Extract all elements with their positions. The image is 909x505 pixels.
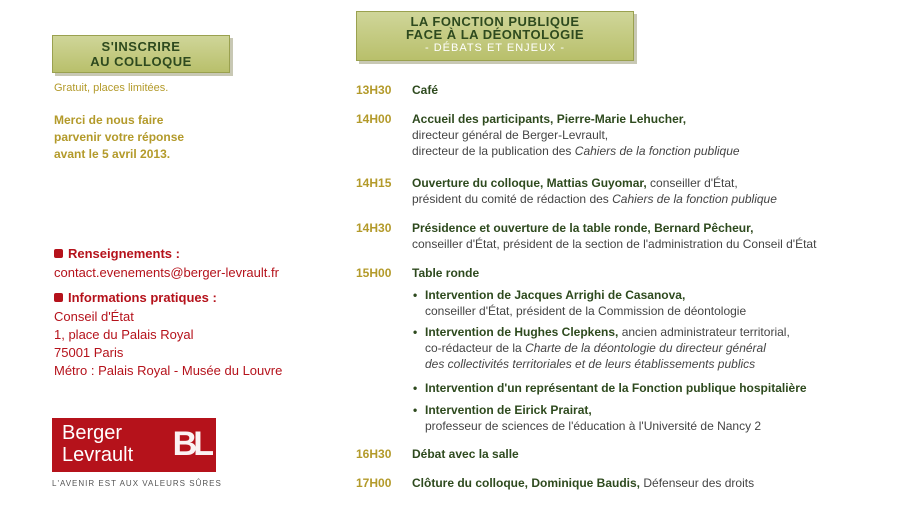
bullet-icon: • — [413, 403, 418, 417]
program-title: Café — [412, 83, 439, 97]
logo-tagline: L'AVENIR EST AUX VALEURS SÛRES — [52, 479, 222, 488]
program-desc: conseiller d'État, président de la section de l'administration du Conseil d'État — [412, 237, 817, 251]
logo-mark: BL — [172, 425, 210, 463]
logo-line-1: Berger — [62, 422, 123, 444]
intervention-title: Intervention de Jacques Arrighi de Casanova, — [425, 288, 686, 302]
contact-email-link[interactable]: contact.evenements@berger-levrault.fr — [54, 265, 279, 280]
intervention-desc: conseiller d'État, président de la Commission de déontologie — [425, 304, 747, 318]
program-title: Débat avec la salle — [412, 447, 519, 461]
charter-title: Charte de la déontologie du directeur général — [525, 341, 766, 355]
title-subtitle: - DÉBATS ET ENJEUX - — [424, 42, 565, 54]
publication-title: Cahiers de la fonction publique — [612, 192, 777, 206]
info-heading — [54, 246, 180, 261]
program-time: 14H15 — [356, 176, 392, 190]
bullet-icon: • — [413, 288, 418, 302]
event-title — [356, 11, 634, 61]
program-title-rest: conseiller d'État, — [646, 176, 738, 190]
intervention-desc: des collectivités territoriales et de leurs établissements publics — [425, 357, 756, 371]
program-time: 15H00 — [356, 266, 392, 280]
badge-line-2: AU COLLOQUE — [90, 54, 192, 69]
practical-heading — [54, 290, 217, 305]
register-badge — [52, 35, 230, 73]
program-time: 14H00 — [356, 112, 392, 126]
address-line: 1, place du Palais Royal — [54, 327, 194, 342]
program-time: 17H00 — [356, 476, 392, 490]
intervention-title: Intervention de Eirick Prairat, — [425, 403, 592, 417]
badge-line-1: S'INSCRIRE — [101, 39, 181, 54]
bullet-icon: • — [413, 325, 418, 339]
reply-line: parvenir votre réponse — [54, 130, 185, 144]
program-title: Table ronde — [412, 266, 480, 280]
program-title: Présidence et ouverture de la table ronde, Bernard Pêcheur, — [412, 221, 754, 235]
square-bullet-icon — [54, 249, 63, 258]
program-desc — [412, 143, 740, 159]
program-desc-text: président du comité de rédaction des — [412, 192, 613, 206]
square-bullet-icon — [54, 293, 63, 302]
address-line: 75001 Paris — [54, 345, 124, 360]
info-heading-label: Renseignements : — [68, 246, 180, 261]
program-title-rest: Défenseur des droits — [640, 476, 755, 490]
logo-line-2: Levrault — [62, 444, 134, 466]
intervention-title: Intervention de Hughes Clepkens, — [425, 325, 619, 339]
program-title: Accueil des participants, Pierre-Marie Lehucher, — [412, 112, 687, 126]
intervention-title-rest: ancien administrateur territorial, — [618, 325, 790, 339]
reply-note — [54, 112, 184, 163]
program-title: Ouverture du colloque, Mattias Guyomar, — [412, 176, 647, 190]
program-title: Clôture du colloque, Dominique Baudis, — [412, 476, 641, 490]
program-desc — [412, 191, 777, 207]
address-line: Métro : Palais Royal - Musée du Louvre — [54, 363, 283, 378]
publication-title: Cahiers de la fonction publique — [574, 144, 740, 158]
intervention-desc — [425, 340, 790, 356]
intervention-desc-text: co-rédacteur de la — [425, 341, 526, 355]
free-note: Gratuit, places limitées. — [54, 82, 169, 94]
program-time: 16H30 — [356, 447, 392, 461]
practical-heading-label: Informations pratiques : — [68, 290, 217, 305]
reply-line: avant le 5 avril 2013. — [54, 147, 171, 161]
bullet-icon: • — [413, 381, 418, 395]
program-time: 13H30 — [356, 83, 392, 97]
berger-levrault-logo — [52, 418, 216, 472]
program-time: 14H30 — [356, 221, 392, 235]
intervention-title: Intervention d'un représentant de la Fonction publique hospitalière — [425, 381, 807, 395]
title-line-1: LA FONCTION PUBLIQUE — [410, 14, 580, 29]
program-desc: directeur général de Berger-Levrault, — [412, 128, 609, 142]
reply-line: Merci de nous faire — [54, 113, 164, 127]
address — [54, 308, 282, 380]
intervention-desc: professeur de sciences de l'éducation à l'Université de Nancy 2 — [425, 419, 762, 433]
title-line-2: FACE À LA DÉONTOLOGIE — [405, 27, 585, 42]
address-line: Conseil d'État — [54, 309, 134, 324]
program-desc-text: directeur de la publication des — [412, 144, 575, 158]
